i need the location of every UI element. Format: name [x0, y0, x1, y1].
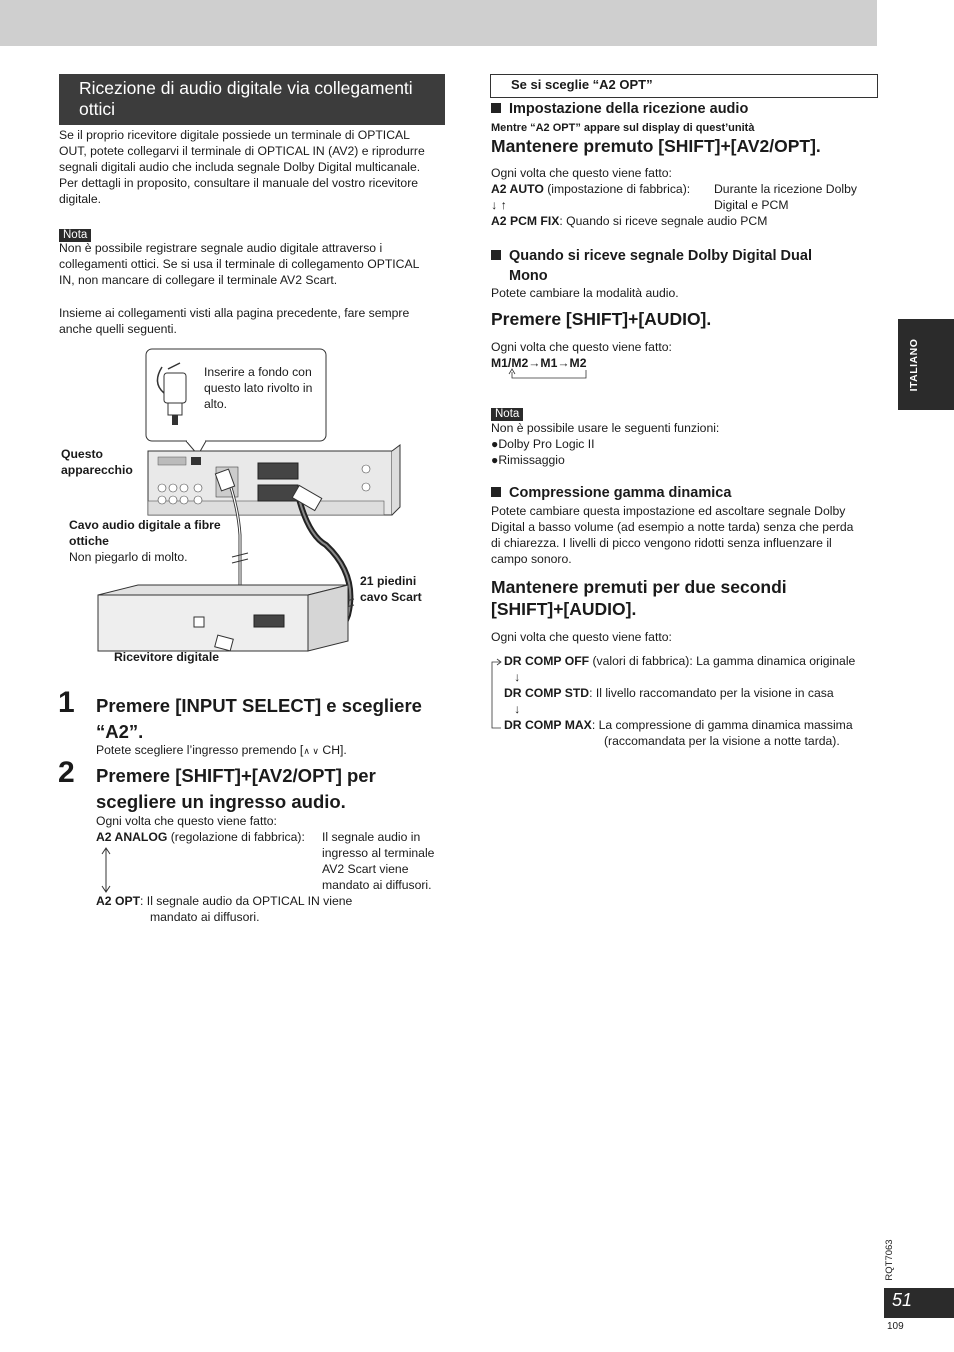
language-side-tab: ITALIANO: [898, 319, 954, 410]
nota-label: Nota: [491, 408, 523, 421]
scart-label-line: 21 piedini: [360, 574, 417, 588]
compression-heading: Compressione gamma dinamica: [491, 485, 731, 501]
section-header: [59, 74, 445, 125]
unit-label-line: apparecchio: [61, 463, 133, 477]
a2-pcm-fix-option: A2 PCM FIX: Quando si riceve segnale audio PCM: [491, 214, 768, 228]
compression-text: Potete cambiare questa impostazione ed ascoltare segnale Dolby Digital a basso volume (ad esempio a notte tarda) senza che perda di chiarezza. I livelli di picco vengono ridotti senza influenzare il campo sonoro.: [491, 504, 854, 566]
nota-badge-right: [491, 405, 523, 421]
ch-arrows: ∧ ∨: [303, 746, 319, 756]
intro-line: digitale.: [59, 192, 102, 206]
a2-opt-desc-cont: mandato ai diffusori.: [150, 910, 260, 924]
a2-analog-desc: Il segnale audio in ingresso al terminale AV2 Scart viene mandato ai diffusori.: [322, 830, 435, 892]
intro-paragraph: [59, 127, 449, 207]
unit-back-panel: [148, 445, 400, 515]
doc-code: RQT7063: [884, 1239, 895, 1281]
cable-label-line: ottiche: [69, 534, 109, 548]
hold-heading: Mantenere premuto [SHIFT]+[AV2/OPT].: [491, 136, 821, 156]
dual-mono-heading: Quando si riceve segnale Dolby Digital Dual Mono: [491, 246, 861, 286]
step-2-number: 2: [58, 756, 75, 789]
callout-line: alto.: [204, 397, 228, 411]
dr-comp-max-cont: (raccomandata per la visione a notte tarda).: [604, 734, 840, 748]
a2-opt-option: A2 OPT: Il segnale audio da OPTICAL IN viene: [96, 894, 353, 908]
cycle-bracket-icon: [489, 656, 503, 732]
down-arrow-icon: ↓: [514, 670, 521, 684]
page-number: 51: [884, 1288, 954, 1318]
nota-text-right: Non è possibile usare le seguenti funzioni: ●Dolby Pro Logic II ●Rimissaggio: [491, 421, 720, 467]
each-time-3: Ogni volta che questo viene fatto:: [491, 630, 672, 644]
intro-line: segnali digitali audio che includa segnale Dolby Digital multicanale.: [59, 160, 421, 174]
cable-label-line: Cavo audio digitale a fibre: [69, 518, 221, 532]
intro-line: Per dettagli in proposito, consultare il manuale del vostro ricevitore: [59, 176, 419, 190]
dual-mono-text: Potete cambiare la modalità audio.: [491, 286, 679, 300]
receiver-label: Ricevitore digitale: [114, 650, 219, 664]
square-bullet-icon: [491, 250, 501, 260]
imp-heading: Impostazione della ricezione audio: [491, 101, 748, 117]
nota-text-left: [59, 240, 449, 288]
a2-auto-desc: Durante la ricezione Dolby Digital e PCM: [714, 182, 857, 212]
hold-two-seconds-heading: Mantenere premuti per due secondi [SHIFT]+[AUDIO].: [491, 577, 787, 619]
dr-comp-std: DR COMP STD: Il livello raccomandato per la visione in casa: [504, 686, 834, 700]
step-2-title: Premere [SHIFT]+[AV2/OPT] per scegliere un ingresso audio.: [96, 765, 376, 812]
imp-sub: Mentre “A2 OPT” appare sul display di quest’unità: [491, 122, 755, 134]
together-line: anche quelli seguenti.: [59, 322, 177, 336]
step-2-each-time: Ogni volta che questo viene fatto:: [96, 814, 277, 828]
together-line: Insieme ai collegamenti visti alla pagina precedente, fare sempre: [59, 306, 410, 320]
nota-item: ●Dolby Pro Logic II: [491, 437, 595, 451]
callout-line: questo lato rivolto in: [204, 381, 313, 395]
cable-label: [69, 517, 221, 565]
callout-line: Inserire a fondo con: [204, 365, 312, 379]
each-time-1: Ogni volta che questo viene fatto:: [491, 166, 672, 180]
cable-note: Non piegarlo di molto.: [69, 550, 188, 564]
down-arrow-icon: ↓: [514, 702, 521, 716]
a2-auto-option: A2 AUTO (impostazione di fabbrica):: [491, 182, 691, 196]
square-bullet-icon: [491, 487, 501, 497]
step-1-title: Premere [INPUT SELECT] e scegliere “A2”.: [96, 695, 422, 742]
square-bullet-icon: [491, 103, 501, 113]
mono-sequence: M1/M2→M1→M2: [491, 356, 587, 370]
nota-item: ●Rimissaggio: [491, 453, 565, 467]
callout-text: [204, 364, 328, 412]
dr-comp-max: DR COMP MAX: La compressione di gamma dinamica massima: [504, 718, 853, 732]
dr-comp-off: DR COMP OFF (valori di fabbrica): La gamma dinamica originale: [504, 654, 856, 668]
page-sub-number: 109: [887, 1321, 904, 1332]
up-down-arrows-icon: ↓ ↑: [491, 198, 507, 212]
scart-label-line: cavo Scart: [360, 590, 422, 604]
a2-analog-option: A2 ANALOG (regolazione di fabbrica):: [96, 830, 305, 844]
audio-heading: Premere [SHIFT]+[AUDIO].: [491, 309, 712, 329]
intro-line: OUT, potete collegarvi il terminale di OPTICAL IN (AV2) e riprodurre: [59, 144, 425, 158]
nota-line: IN, non mancare di collegare il terminale AV2 Scart.: [59, 273, 338, 287]
nota-line: collegamenti ottici. Se si usa il terminale di collegamento OPTICAL: [59, 257, 420, 271]
step-1-note: Potete scegliere l’ingresso premendo [∧ ∨ CH].: [96, 743, 347, 757]
each-time-2: Ogni volta che questo viene fatto:: [491, 340, 672, 354]
intro-line: Se il proprio ricevitore digitale possiede un terminale di OPTICAL: [59, 128, 410, 142]
unit-label: [61, 446, 133, 478]
loop-arrow-icon: [508, 368, 590, 382]
unit-label-line: Questo: [61, 447, 103, 461]
nota-line: Non è possibile registrare segnale audio digitale attraverso i: [59, 241, 383, 255]
scart-label: [360, 573, 422, 605]
nota-label: Nota: [59, 229, 91, 242]
together-paragraph: [59, 305, 449, 337]
top-band: [0, 0, 877, 46]
step-1-number: 1: [58, 686, 75, 719]
section-title: Ricezione di audio digitale via collegamenti ottici: [79, 78, 413, 119]
toggle-arrow-icon: [100, 846, 112, 894]
a2-opt-box-label: Se si sceglie “A2 OPT”: [490, 74, 878, 98]
